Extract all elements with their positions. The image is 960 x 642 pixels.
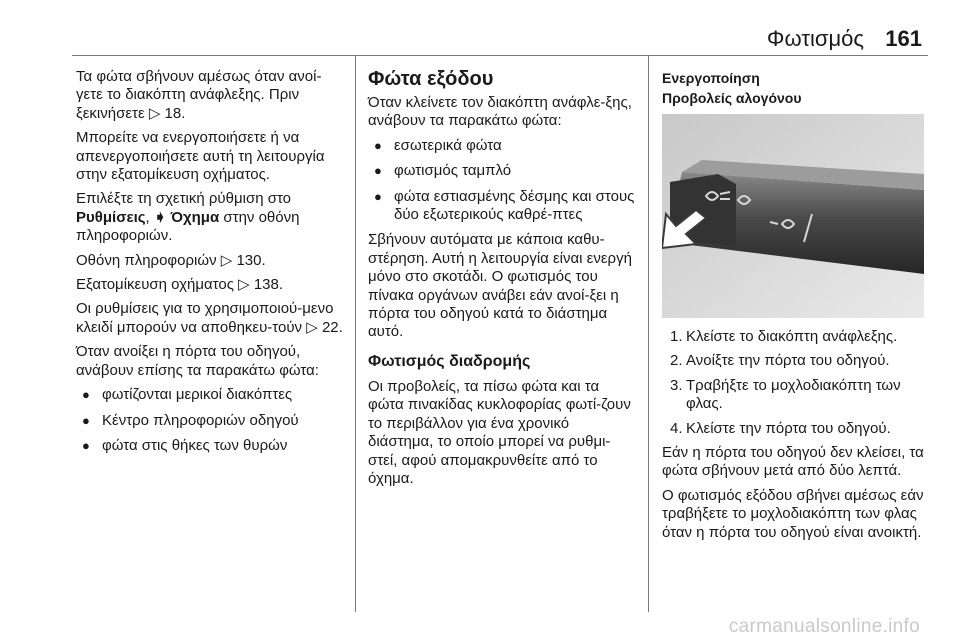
watermark: carmanualsonline.info <box>728 616 920 637</box>
paragraph <box>76 252 346 270</box>
list-item: ● φωτισμός ταμπλό <box>368 162 636 180</box>
reference-arrow-icon: ▷ <box>148 104 161 122</box>
paragraph <box>76 276 346 294</box>
page-reference[interactable]: 138. <box>253 276 284 294</box>
paragraph: Μπορείτε να ενεργοποιήσετε ή να απενεργοποιήσετε αυτή τη λειτουργία στην εξατομίκευση οχήματος. <box>76 129 325 184</box>
turn-signal-lever-figure <box>662 114 924 318</box>
page-header <box>0 0 960 56</box>
paragraph: Οι προβολείς, τα πίσω φώτα και τα φώτα πινακίδας κυκλοφορίας φωτί-ζουν το περιβάλλον για ένα χρονικό διάστημα, το οποίο μπορεί να ρυθμι-στεί, αφού απομακρυνθείτε από το όχημα. <box>368 377 631 487</box>
paragraph: Σβήνουν αυτόματα με κάποια καθυ-στέρηση. Αυτή η λειτουργία είναι ενεργή μόνο στο σκοτάδι. Ο φωτισμός του πίνακα οργάνων ανάβει εάν ανοί-ξει η πόρτα του οδηγού κατά το διάστημα αυτό. <box>368 231 632 341</box>
menu-path-vehicle: Όχημα <box>170 208 220 226</box>
numbered-steps <box>662 328 924 438</box>
list-item <box>662 377 924 414</box>
list-item: ● Κέντρο πληροφοριών οδηγού <box>76 412 346 430</box>
page-title: Φωτισμός <box>766 26 864 51</box>
step-text: Κλείστε την πόρτα του οδηγού. <box>686 419 891 437</box>
bullet-list <box>76 386 346 455</box>
text: Επιλέξτε τη σχετική ρύθμιση στο <box>76 190 292 208</box>
paragraph <box>76 300 346 337</box>
list-item: ● φώτα στις θήκες των θυρών <box>76 437 346 455</box>
list-item <box>662 352 924 370</box>
bullet-list <box>368 137 636 225</box>
text: Τα φώτα σβήνουν αμέσως όταν ανοί-γετε το διακόπτη ανάφλεξης. Πριν ξεκινήσετε <box>76 68 322 122</box>
page-reference[interactable]: 22. <box>321 318 343 336</box>
step-number: 2. <box>670 352 683 370</box>
paragraph: Όταν κλείνετε τον διακόπτη ανάφλε-ξης, ανάβουν τα παρακάτω φώτα: <box>368 94 632 130</box>
list-item: ● εσωτερικά φώτα <box>368 137 636 155</box>
paragraph: Εάν η πόρτα του οδηγού δεν κλείσει, τα φώτα σβήνουν μετά από δύο λεπτά. <box>662 444 924 480</box>
subsection-heading: Προβολείς αλογόνου <box>662 90 802 106</box>
page-reference[interactable]: 18. <box>164 104 186 122</box>
column-1 <box>76 68 346 462</box>
turn-signal-lever-illustration <box>662 114 924 318</box>
list-item: ● φώτα εστιασμένης δέσμης και στους δύο εξωτερικούς καθρέ-πτες <box>368 188 636 225</box>
menu-path-separator-icon: ➧ <box>153 208 167 226</box>
step-text: Κλείστε το διακόπτη ανάφλεξης. <box>686 328 898 345</box>
subsection-heading: Φωτισμός διαδρομής <box>368 352 531 370</box>
column-3 <box>662 68 924 548</box>
list-item <box>662 420 924 438</box>
reference-arrow-icon: ▷ <box>238 276 250 294</box>
menu-path-settings: Ρυθμίσεις <box>76 208 146 226</box>
step-text: Ανοίξτε την πόρτα του οδηγού. <box>686 352 890 370</box>
column-divider-2 <box>648 56 649 612</box>
list-item: ● φωτίζονται μερικοί διακόπτες <box>76 386 346 404</box>
step-text: Τραβήξτε το μοχλοδιακόπτη των φλας. <box>686 376 901 413</box>
text: στην οθόνη πληροφοριών. <box>76 208 300 245</box>
text: Οι ρυθμίσεις για το χρησιμοποιού-μενο κλειδί μπορούν να αποθηκευ-τούν <box>76 300 334 336</box>
page-reference[interactable]: 130. <box>236 251 266 269</box>
column-divider-1 <box>355 56 356 612</box>
step-number: 3. <box>670 376 683 394</box>
list-item <box>662 328 924 346</box>
step-number: 1. <box>670 328 683 345</box>
paragraph: Όταν ανοίξει η πόρτα του οδηγού, ανάβουν επίσης τα παρακάτω φώτα: <box>76 343 319 379</box>
page-number: 161 <box>885 26 922 51</box>
section-heading: Ενεργοποίηση <box>662 70 760 86</box>
step-number: 4. <box>670 419 683 437</box>
paragraph <box>76 68 346 123</box>
text: Εξατομίκευση οχήματος <box>76 276 234 294</box>
header-rule <box>72 55 928 56</box>
text: Οθόνη πληροφοριών <box>76 251 217 269</box>
paragraph: Ο φωτισμός εξόδου σβήνει αμέσως εάν τραβήξετε το μοχλοδιακόπτη των φλας όταν η πόρτα του οδηγού είναι ανοικτή. <box>662 486 924 541</box>
reference-arrow-icon: ▷ <box>220 251 233 269</box>
reference-arrow-icon: ▷ <box>306 318 318 336</box>
column-2 <box>368 68 636 494</box>
paragraph: Επιλέξτε τη σχετική ρύθμιση στο Ρυθμίσεις, ➧ Όχημα στην οθόνη πληροφοριών. <box>76 190 300 245</box>
section-heading: Φώτα εξόδου <box>368 68 494 90</box>
